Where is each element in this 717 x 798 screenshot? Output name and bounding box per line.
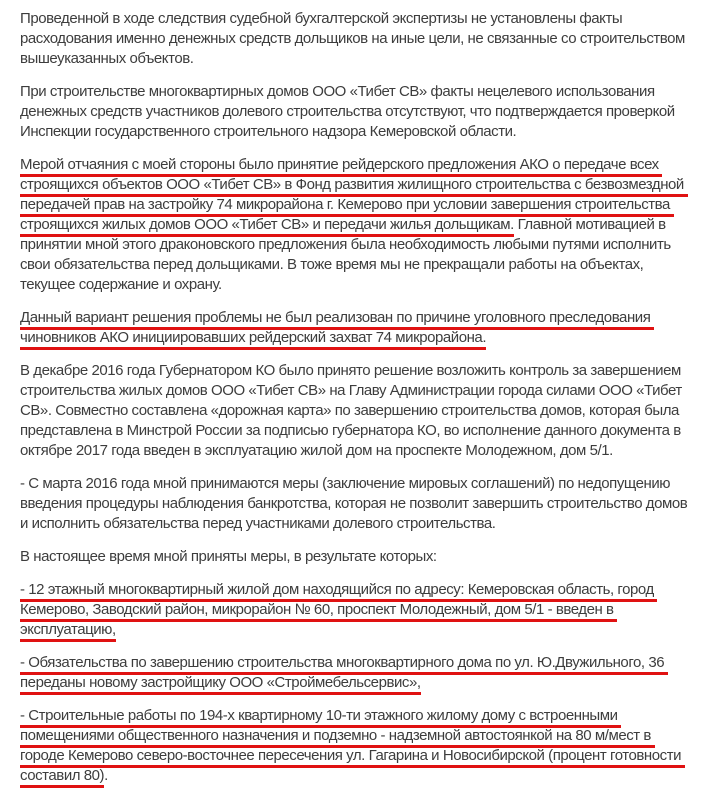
paragraph-obligations-transferred [20,653,695,693]
text-segment: Проведенной в ходе следствия судебной бухгалтерской экспертизы не установлены факты расходования именно денежных средств дольщиков на иные цели, не связанные со строительством вышеуказанных объектов. [20,10,689,67]
red-underlined-text: - 12 этажный многоквартирный жилой дом находящийся по адресу: Кемеровская область, город Кемерово, Заводский район, микрорайон № 60, проспект Молодежный, дом 5/1 - введен в эксплуатацию, [20,581,657,642]
paragraph-house-commissioned [20,580,695,640]
text-segment: - С марта 2016 года мной принимаются меры (заключение мировых соглашений) по недопущению введения процедуры наблюдения банкротства, которая не позволит завершить строительство домов и исполнить обязательства перед участниками долевого строительства. [20,475,691,532]
red-underlined-text: Данный вариант решения проблемы не был реализован по причине уголовного преследования чиновников АКО инициировавших рейдерский захват 74 микрорайона. [20,309,654,350]
red-underlined-text: Мерой отчаяния с моей стороны было принятие рейдерского предложения АКО о передаче всех строящихся объектов ООО «Тибет СВ» в Фонд развития жилищного строительства с безвозмездной передачей прав на застройку 74 микрорайона г. Кемерово при условии завершения строительства строящихся жилых домов ООО «Тибет СВ» и передачи жилья дольщикам. [20,156,688,237]
paragraph-expertise [20,9,695,69]
text-segment: В настоящее время мной приняты меры, в результате которых: [20,548,437,565]
paragraph-measures-intro [20,547,695,567]
paragraph-not-realized [20,308,695,348]
text-segment: Главной мотивацией в принятии мной этого драконовского предложения была необходимость любыми путями исполнить свои обязательства перед дольщиками. В тоже время мы не прекращали работы на объектах, текущее содержание и охрану. [20,216,675,293]
paragraph-bankruptcy-measures [20,474,695,534]
paragraph-inspection [20,82,695,142]
paragraph-governor-decision [20,361,695,461]
text-segment: При строительстве многоквартирных домов ООО «Тибет СВ» факты нецелевого использования денежных средств участников долевого строительства отсутствуют, что подтверждается проверкой Инспекции государственного строительного надзора Кемеровской области. [20,83,679,140]
text-segment: В декабре 2016 года Губернатором КО было принято решение возложить контроль за завершением строительства жилых домов ООО «Тибет СВ» на Главу Администрации города силами ООО «Тибет СВ». Совместно составлена «дорожная карта» по завершению строительства домов, которая была представлена в Минстрой России за подписью губернатора КО, во исполнение данного документа в октябре 2017 года введен в эксплуатацию жилой дом на проспекте Молодежном, дом 5/1. [20,362,686,459]
red-underlined-text: - Обязательства по завершению строительства многоквартирного дома по ул. Ю.Двужильного, 36 переданы новому застройщику ООО «Строймебельсервис», [20,654,668,695]
paragraph-raider-offer [20,155,695,295]
red-underlined-text: - Строительные работы по 194-х квартирному 10-ти этажного жилому дому с встроенными помещениями общественного назначения и подземно - надземной автостоянкой на 80 м/мест в городе Кемерово северо-восточнее пересечения ул. Гагарина и Новосибирской (процент готовности составил 80) [20,707,685,788]
text-segment: . [104,767,108,784]
paragraph-construction-works [20,706,695,786]
